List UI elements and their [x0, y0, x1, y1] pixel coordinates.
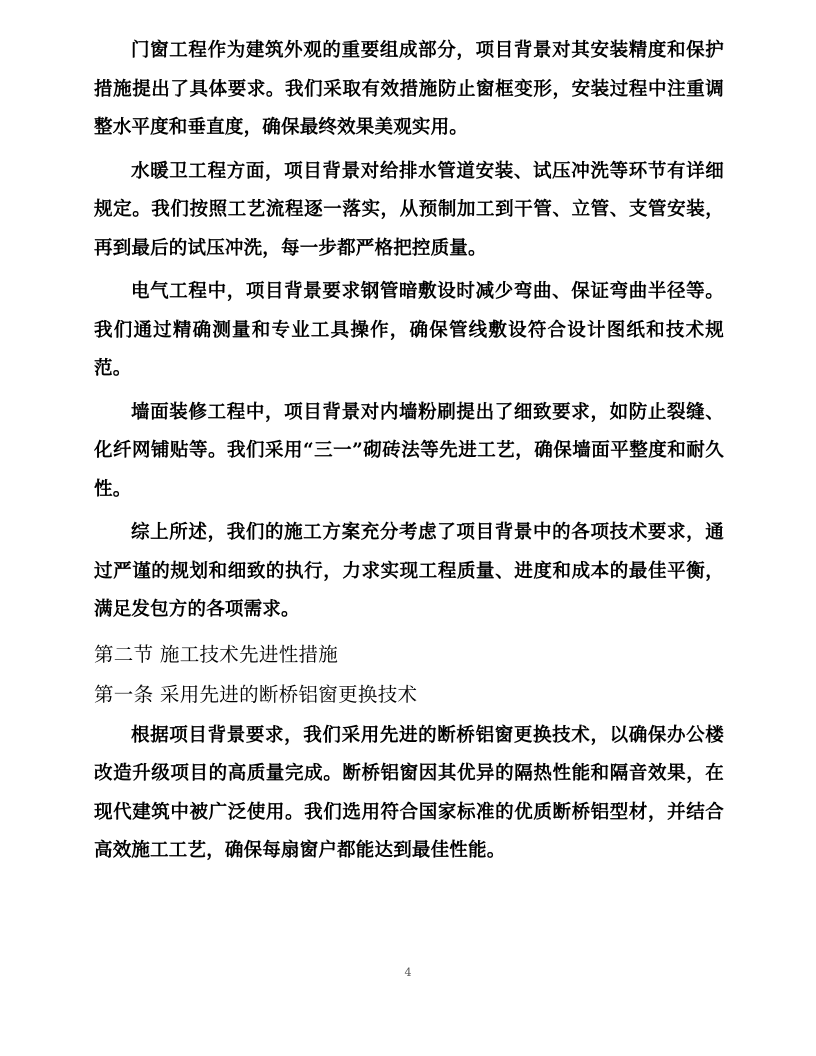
- paragraph-aluminum-windows: 根据项目背景要求，我们采用先进的断桥铝窗更换技术，以确保办公楼改造升级项目的高质量完成。断桥铝窗因其优异的隔热性能和隔音效果，在现代建筑中被广泛使用。我们选用符合国家标准的优质断桥铝型材，并结合高效施工工艺，确保每扇窗户都能达到最佳性能。: [94, 724, 724, 861]
- section-heading: 第二节 施工技术先进性措施: [94, 642, 339, 666]
- page-number: 4: [404, 966, 412, 979]
- paragraph-electrical: 电气工程中，项目背景要求钢管暗敷设时减少弯曲、保证弯曲半径等。我们通过精确测量和专业工具操作，确保管线敷设符合设计图纸和技术规范。: [94, 281, 724, 379]
- paragraph-plumbing: 水暖卫工程方面，项目背景对给排水管道安装、试压冲洗等环节有详细规定。我们按照工艺流程逐一落实，从预制加工到干管、立管、支管安装，再到最后的试压冲洗，每一步都严格把控质量。: [94, 160, 724, 259]
- paragraph-wall-finishing: 墙面装修工程中，项目背景对内墙粉刷提出了细致要求，如防止裂缝、化纤网铺贴等。我们采用“三一”砌砖法等先进工艺，确保墙面平整度和耐久性。: [94, 401, 724, 500]
- paragraph-doors-windows: 门窗工程作为建筑外观的重要组成部分，项目背景对其安装精度和保护措施提出了具体要求。我们采取有效措施防止窗框变形，安装过程中注重调整水平度和垂直度，确保最终效果美观实用。: [94, 40, 724, 138]
- paragraph-summary: 综上所述，我们的施工方案充分考虑了项目背景中的各项技术要求，通过严谨的规划和细致的执行，力求实现工程质量、进度和成本的最佳平衡，满足发包方的各项需求。: [94, 522, 724, 620]
- document-body: [94, 32, 724, 876]
- article-heading: 第一条 采用先进的断桥铝窗更换技术: [94, 682, 418, 706]
